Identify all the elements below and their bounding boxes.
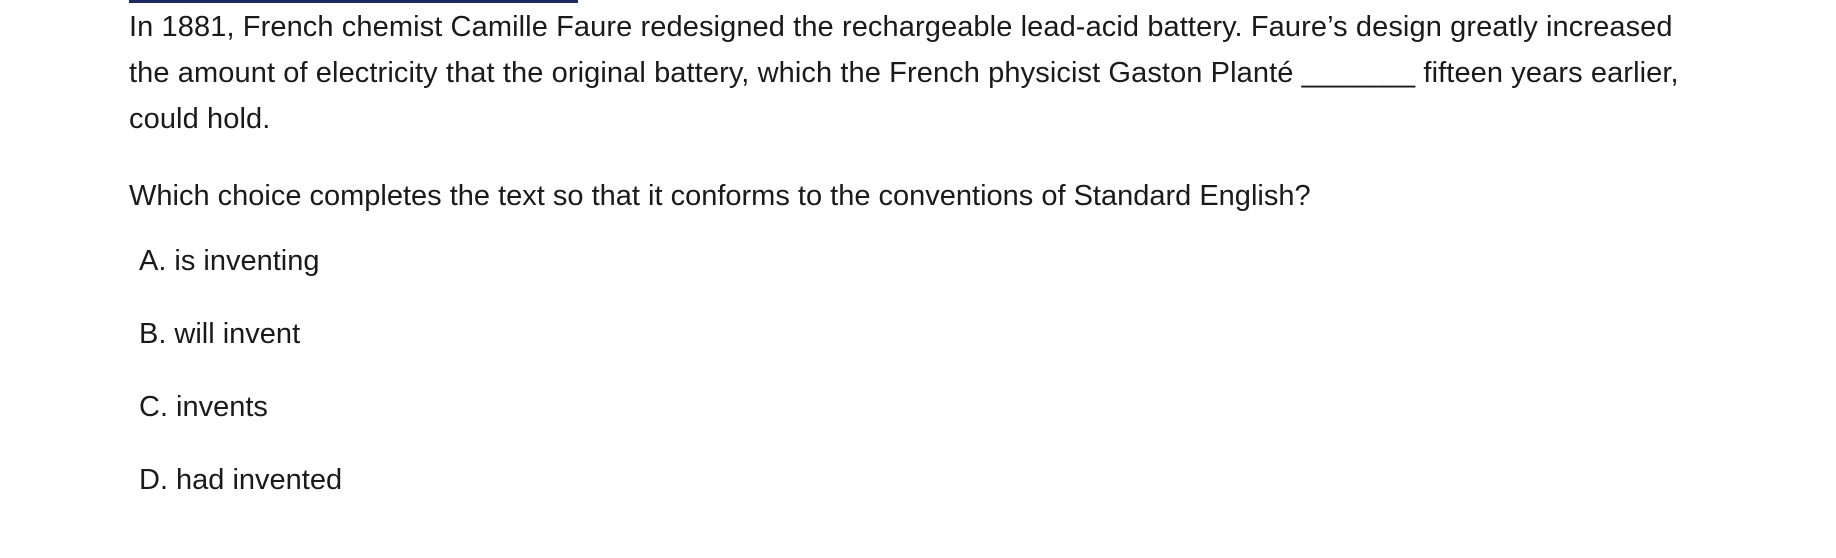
choice-letter: A. bbox=[139, 245, 167, 277]
choice-text: had invented bbox=[176, 464, 343, 496]
top-divider bbox=[129, 0, 578, 3]
choice-c[interactable] bbox=[139, 384, 342, 430]
choice-d[interactable] bbox=[139, 457, 342, 503]
choice-text: invents bbox=[176, 391, 268, 423]
choice-text: will invent bbox=[174, 318, 301, 350]
choice-letter: B. bbox=[139, 318, 167, 350]
choice-a[interactable] bbox=[139, 238, 342, 284]
choice-b[interactable] bbox=[139, 311, 342, 357]
answer-choices bbox=[139, 238, 342, 530]
passage-text: In 1881, French chemist Camille Faure redesigned the rechargeable lead-acid battery. Faure’s design greatly increased the amount of electricity that the original battery, which the French physicist Gaston Planté _______ fifteen years earlier, could hold. bbox=[129, 11, 1679, 135]
choice-text: is inventing bbox=[174, 245, 320, 277]
choice-letter: C. bbox=[139, 391, 168, 423]
choice-letter: D. bbox=[139, 464, 168, 496]
question-prompt: Which choice completes the text so that it conforms to the conventions of Standard English? bbox=[129, 180, 1311, 212]
